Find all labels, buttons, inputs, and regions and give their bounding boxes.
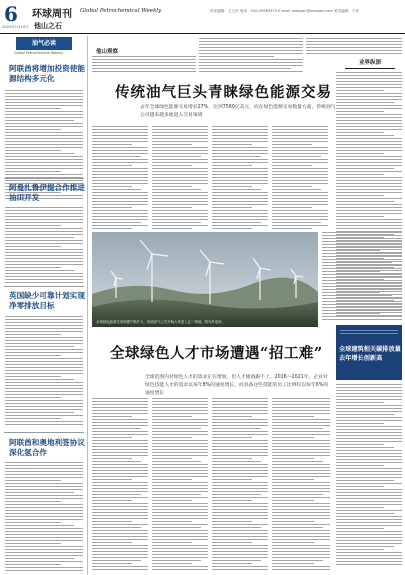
sidebar-item-title[interactable]: 英国缺少可靠计划实现净零排放目标 bbox=[9, 291, 85, 310]
photo-caption: 全球绿色能源交易规模不断扩大，传统油气公司开始大举进入这一领域。图为风电场。 bbox=[96, 320, 225, 324]
sidebar-item-body bbox=[5, 316, 83, 427]
sidebar-item-body bbox=[5, 462, 83, 573]
story-body bbox=[322, 232, 402, 322]
story-body bbox=[272, 126, 328, 231]
story-lead: 去年全球绿色能源交易增长27%，达到7560亿美元，而在绿色能源交易数量方面，传统油气公司越来越多地进入交易领域 bbox=[140, 105, 336, 118]
issue-date: 2024年1月19日 bbox=[2, 25, 29, 29]
sidebar-section-tag: 油气必读 bbox=[16, 37, 72, 50]
column-divider bbox=[87, 36, 88, 575]
sidebar-item-title[interactable]: 阿联酋将增加投资使能源结构多元化 bbox=[9, 64, 85, 83]
column-label: 业界纵深 bbox=[345, 58, 395, 69]
page-number: 6 bbox=[4, 2, 18, 26]
intro-text bbox=[306, 38, 402, 56]
story-body bbox=[92, 398, 148, 572]
story-body bbox=[336, 384, 402, 567]
sidebar-divider bbox=[4, 432, 84, 433]
sidebar-item-title[interactable]: 阿联酋和奥地利签协议深化氢合作 bbox=[9, 438, 85, 457]
sidebar-divider bbox=[4, 286, 84, 287]
column-label: 他山观察 bbox=[96, 49, 119, 55]
section-subtitle: 他山之石 bbox=[34, 22, 62, 30]
wind-farm-photo bbox=[92, 232, 318, 327]
story-headline: 传统油气巨头青睐绿色能源交易 bbox=[115, 84, 332, 101]
story-body bbox=[152, 398, 208, 572]
story-body bbox=[92, 126, 148, 231]
section-title-en: Global Petrochemical Weekly bbox=[80, 8, 162, 14]
story-body bbox=[212, 398, 268, 572]
sidebar-item-title[interactable]: 阿曼扎鲁伊提合作推进油田开发 bbox=[9, 183, 85, 202]
story-headline: 全球绿色人才市场遭遇“招工难” bbox=[110, 345, 323, 362]
sidebar-section-tag-en: Global Petrochemical Weekly bbox=[14, 51, 64, 55]
story-body bbox=[212, 126, 268, 231]
feature-box-kicker bbox=[340, 330, 398, 336]
section-title: 环球周刊 bbox=[32, 9, 72, 20]
editor-info: 责任编辑：王文杰 电话：010-59963375 E-mail: wangwj.@sinopec.com 美术编辑：于洋 bbox=[210, 9, 360, 13]
story-body bbox=[272, 398, 330, 572]
sidebar-item-body bbox=[5, 207, 83, 285]
header-divider bbox=[0, 33, 405, 34]
intro-text bbox=[92, 56, 196, 74]
feature-box-title[interactable]: 全球建筑相关碳排放量去年增长创新高 bbox=[339, 346, 401, 362]
sidebar-divider bbox=[4, 178, 84, 179]
intro-text bbox=[199, 38, 303, 74]
story-body bbox=[152, 126, 208, 231]
story-lead: 全球范围内对绿色人才的需求正在增加，但人才储备跟不上。2016～2021年，企业对绿色技能人才的需求以每年8%的速度增长，而具备这些技能的员工比例仅以每年6%的速度增长 bbox=[145, 375, 329, 396]
